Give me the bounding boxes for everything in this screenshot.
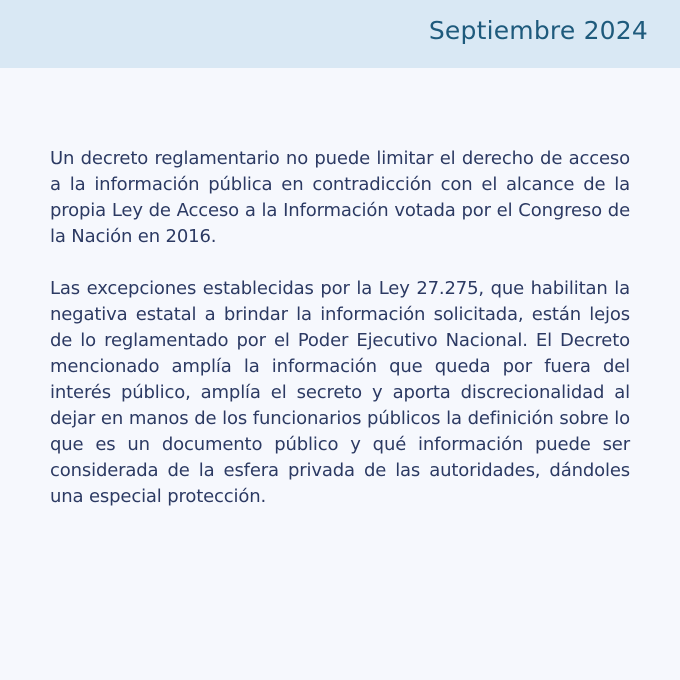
paragraph-2: Las excepciones establecidas por la Ley 27.275, que habilitan la negativa estatal a brindar la información solicitada, están lejos de lo reglamentado por el Poder Ejecutivo Nacional. El Decreto mencionado amplía la información que queda por fuera del interés público, amplía el secreto y aporta discrecionalidad al dejar en manos de los funcionarios públicos la definición sobre lo que es un documento público y qué información puede ser considerada de la esfera privada de las autoridades, dándoles una especial protección. [50, 278, 630, 507]
paragraph-1: Un decreto reglamentario no puede limitar el derecho de acceso a la información pública en contradicción con el alcance de la propia Ley de Acceso a la Información votada por el Congreso de la Nación en 2016. [50, 148, 630, 247]
header-date: Septiembre 2024 [428, 16, 648, 45]
main-text [50, 146, 630, 510]
header-bar [0, 0, 680, 68]
